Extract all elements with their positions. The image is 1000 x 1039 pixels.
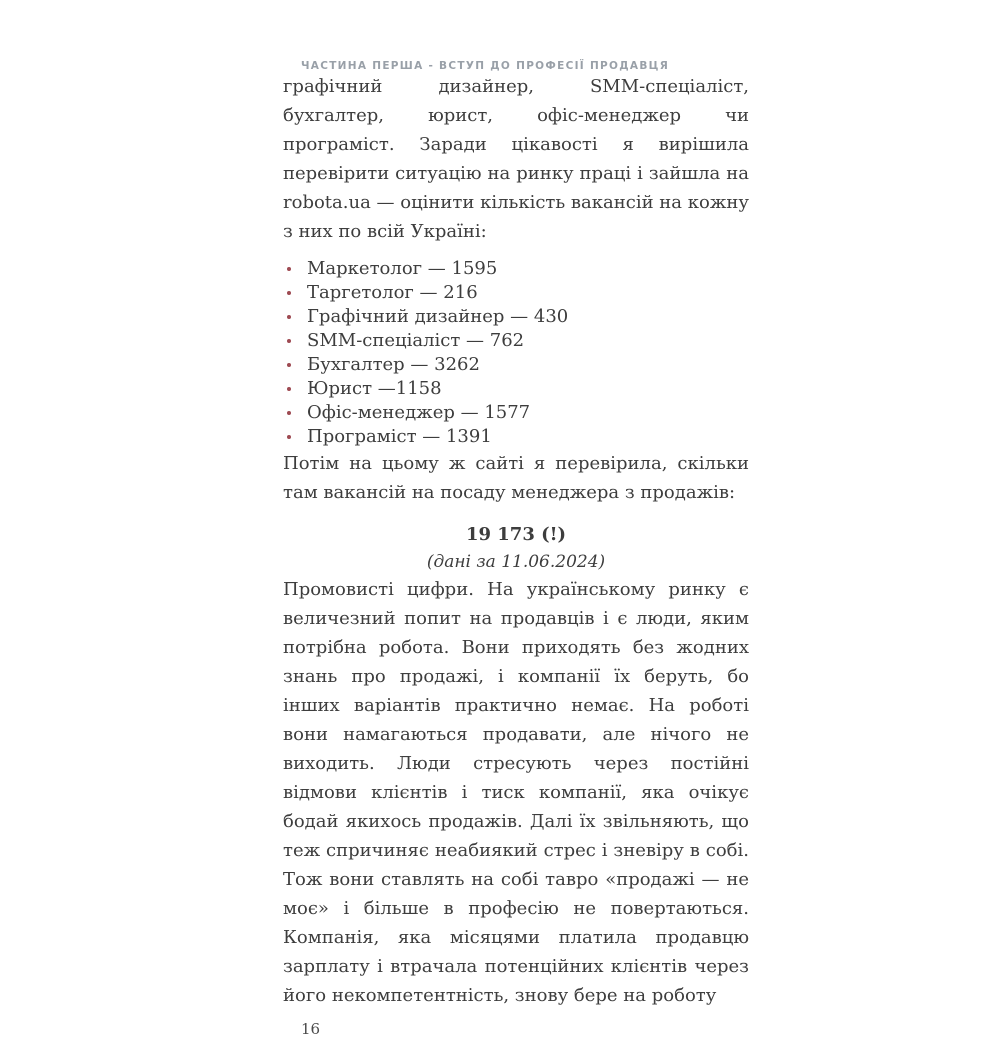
- list-item: [283, 329, 749, 353]
- bullet-icon: [287, 315, 291, 319]
- list-item-label: Офіс-менеджер — 1577: [307, 402, 531, 423]
- list-item: [283, 401, 749, 425]
- list-item-label: Таргетолог — 216: [307, 282, 478, 303]
- page-content: [283, 60, 749, 1039]
- list-item-label: Юрист —1158: [307, 378, 442, 399]
- bullet-icon: [287, 339, 291, 343]
- highlight-note: (дані за 11.06.2024): [426, 552, 606, 572]
- running-head: ЧАСТИНА ПЕРША - ВСТУП ДО ПРОФЕСІЇ ПРОДАВЦЯ: [301, 60, 670, 72]
- paragraph-conclusion: Промовисті цифри. На українському ринку є величезний попит на продавців і є люди, яким потрібна робота. Вони приходять без жодних знань про продажі, і компанії їх беруть, бо інших варіантів практично немає. На роботі вони намагаються продавати, але нічого не виходить. Люди стресують через постійні відмови клієнтів і тиск компанії, яка очікує бодай якихось продажів. Далі їх звільняють, що теж спричиняє неабиякий стрес і зневіру в собі. Тож вони ставлять на собі тавро «продажі — не моє» і більше в професію не повертаються. Компанія, яка місяцями платила продавцю зарплату і втрачала потенційних клієнтів через його некомпетентність, знову бере на роботу: [283, 579, 749, 1006]
- paragraph-intro: графічний дизайнер, SMM-спеціаліст, бухгалтер, юрист, офіс-менеджер чи програміст. Заради цікавості я вирішила перевірити ситуацію на ринку праці і зайшла на robota.ua — оцінити кількість вакансій на кожну з них по всій Україні:: [283, 76, 749, 242]
- page-number: 16: [301, 1020, 321, 1038]
- highlight-number: 19 173 (!): [465, 524, 567, 545]
- list-item-label: Маркетолог — 1595: [307, 258, 498, 279]
- vacancy-list: [283, 257, 749, 449]
- bullet-icon: [287, 267, 291, 271]
- list-item: [283, 305, 749, 329]
- list-item: [283, 377, 749, 401]
- bullet-icon: [287, 411, 291, 415]
- list-item: [283, 425, 749, 449]
- list-item-label: Графічний дизайнер — 430: [307, 306, 569, 327]
- bullet-icon: [287, 363, 291, 367]
- list-item: [283, 353, 749, 377]
- bullet-icon: [287, 435, 291, 439]
- bullet-icon: [287, 387, 291, 391]
- bullet-icon: [287, 291, 291, 295]
- paragraph-question: Потім на цьому ж сайті я перевірила, скільки там вакансій на посаду менеджера з продажів:: [283, 453, 749, 503]
- list-item: [283, 281, 749, 305]
- list-item: [283, 257, 749, 281]
- list-item-label: Програміст — 1391: [307, 426, 492, 447]
- list-item-label: SMM-спеціаліст — 762: [307, 330, 525, 351]
- list-item-label: Бухгалтер — 3262: [307, 354, 480, 375]
